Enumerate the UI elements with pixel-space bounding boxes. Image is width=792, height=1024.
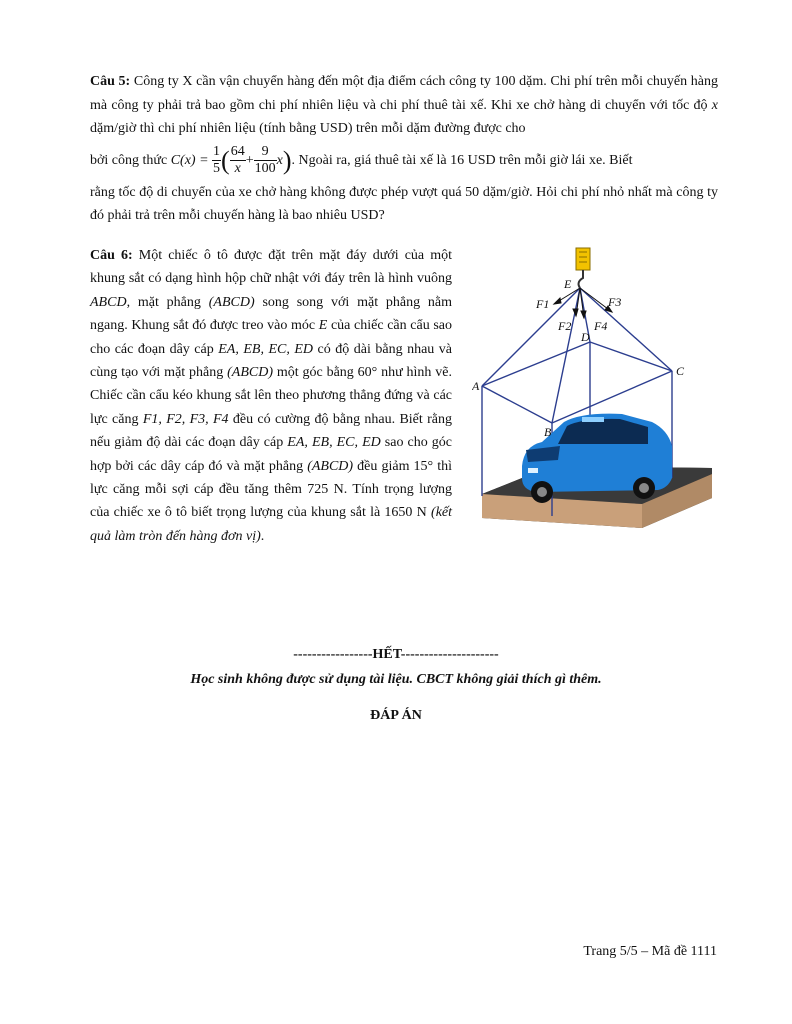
formula-tail-x: x bbox=[276, 152, 283, 168]
formula-lhs: C(x) = bbox=[170, 152, 209, 168]
q6-text-2: , mặt phẳng bbox=[126, 294, 201, 310]
q5-label: Câu 5: bbox=[90, 74, 131, 89]
rounding-note: (kết quả làm tròn đến hàng đơn vị) bbox=[90, 505, 453, 544]
label-a: A bbox=[472, 379, 480, 393]
fraction-one-fifth: $\frac{1}{5}$ bbox=[213, 144, 221, 176]
period: . bbox=[260, 528, 265, 544]
q6-text-6: một góc bằng 60° như hình vẽ. Chiếc cần cẩu kéo khung sắt lên theo phương thẳng đứng và các lực căng bbox=[90, 365, 452, 427]
label-c: C bbox=[676, 364, 685, 378]
label-f3: F3 bbox=[608, 295, 622, 309]
crane-frame-figure bbox=[472, 246, 712, 556]
cable-list: EA, EB, EC, ED bbox=[218, 341, 314, 357]
plane-abcd-3: (ABCD) bbox=[307, 458, 354, 474]
fraction-64-over-x: $\frac{64}{x}$ bbox=[230, 144, 245, 176]
label-b: B bbox=[544, 425, 552, 439]
q5-text-4: . Ngoài ra, giá thuê tài xế là 16 USD trên mỗi giờ lái xe. Biết bbox=[291, 152, 633, 168]
q6-text-1: Một chiếc ô tô được đặt trên mặt đáy dưới của một khung sắt có dạng hình hộp chữ nhật với đáy trên là hình vuông bbox=[90, 248, 453, 287]
label-d: D bbox=[581, 330, 590, 344]
exam-note: Học sinh không được sử dụng tài liệu. CBCT không giải thích gì thêm. bbox=[190, 672, 602, 687]
plus-sign: + bbox=[245, 152, 254, 168]
label-e: E bbox=[564, 277, 572, 291]
force-list: F1, F2, F3, F4 bbox=[142, 411, 229, 427]
question-5: Câu 5: Công ty X cần vận chuyển hàng đến một địa điểm cách công ty 100 dặm. Chi phí trên mỗi chuyến hàng mà công ty phải trả bao gồm chi phí nhiên liệu và chi phí thuê tài xế. Khi xe chở hàng di chuyển với tốc độ x dặm/giờ thì chi phí nhiên liệu (tính bằng USD) trên mỗi dặm đường được cho bởi công thức C(x) = $\frac{1}{5}$ ( $\frac{64}{x}$ + $\frac{9}{100}$ x). Ngoài ra, giá thuê tài xế là 16 USD trên mỗi giờ lái xe. Biết rằng tốc độ di chuyển của xe chở hàng không được phép vượt quá 50 dặm/giờ. Hỏi chi phí nhỏ nhất mà công ty đó phải trả trên mỗi chuyến hàng là bao nhiêu USD? bbox=[90, 70, 718, 228]
label-f2: F2 bbox=[558, 319, 572, 333]
q5-text-5: rằng tốc độ di chuyển của xe chở hàng không được phép vượt quá 50 dặm/giờ. Hỏi chi phí nhỏ nhất mà công ty đó phải trả trên mỗi chuyến hàng là bao nhiêu USD? bbox=[90, 184, 718, 224]
crane-hook-icon bbox=[576, 248, 590, 288]
q5-text-3: bởi công thức bbox=[90, 152, 168, 168]
plane-abcd: (ABCD) bbox=[208, 294, 255, 310]
label-f1: F1 bbox=[536, 297, 550, 311]
label-f4: F4 bbox=[594, 319, 608, 333]
q5-text-1: Công ty X cần vận chuyển hàng đến một địa điểm cách công ty 100 dặm. Chi phí trên mỗi chuyến hàng mà công ty phải trả bao gồm chi phí nhiên liệu và chi phí thuê tài xế. Khi xe chở hàng di chuyển với tốc độ bbox=[90, 74, 718, 113]
q6-text-5: có độ dài bằng nhau và cùng tạo với mặt phẳng bbox=[90, 341, 453, 381]
abcd-label: ABCD bbox=[90, 294, 127, 310]
question-6 bbox=[90, 244, 452, 548]
q6-text-7: đều có cường độ bằng nhau. Biết rằng nếu giảm độ dài các đoạn dây cáp bbox=[90, 411, 452, 451]
q6-text-4: của chiếc cần cẩu sao cho các đoạn dây cáp bbox=[90, 318, 452, 357]
fraction-9-over-100: $\frac{9}{100}$ bbox=[254, 144, 276, 176]
q6-text-9: đều giảm 15° thì lực căng mỗi sợi cáp đều tăng thêm 725 N. Tính trọng lượng của chiếc xe ô tô biết trọng lượng của khung sắt là 1650 N bbox=[90, 458, 453, 521]
end-marker: -----------------HẾT--------------------- bbox=[293, 647, 499, 662]
q6-label: Câu 6: bbox=[90, 248, 133, 263]
q6-text-8: sao cho góc hợp bởi các dây cáp đó và mặt phẳng bbox=[90, 435, 453, 474]
page-footer: Trang 5/5 – Mã đề 1111 bbox=[583, 944, 717, 959]
cable-list-2: EA, EB, EC, ED bbox=[287, 435, 381, 451]
q6-text-3: song song với mặt phẳng nằm ngang. Khung sắt đó được treo vào móc bbox=[90, 294, 453, 334]
answer-heading: ĐÁP ÁN bbox=[370, 708, 422, 723]
plane-abcd-2: (ABCD) bbox=[227, 365, 273, 381]
q5-text-2: dặm/giờ thì chi phí nhiên liệu (tính bằng USD) trên mỗi dặm đường được cho bbox=[90, 121, 526, 136]
hook-e-label: E bbox=[318, 318, 328, 334]
q5-var-x: x bbox=[711, 97, 719, 113]
